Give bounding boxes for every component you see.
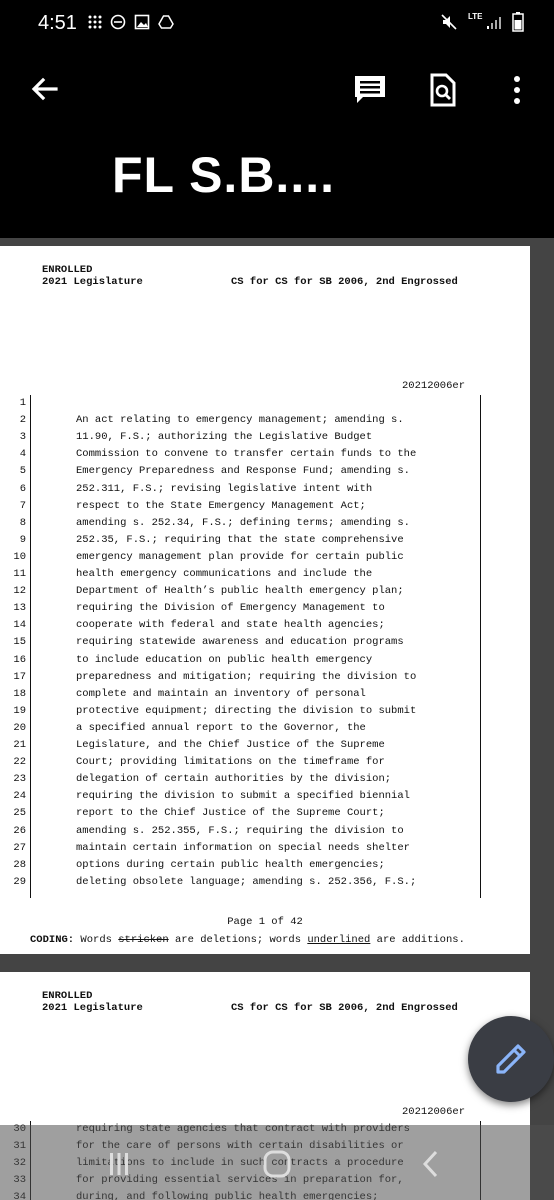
line-number: 7 [19,499,26,512]
line-number: 3 [19,431,26,444]
line-number: 16 [13,653,26,666]
document-line [0,446,480,463]
line-text: health emergency communications and include the [76,568,373,580]
legislature-label: 2021 Legislature [42,1002,143,1014]
line-number: 28 [13,858,26,871]
line-number: 8 [19,516,26,529]
status-bar [0,0,554,48]
line-number: 15 [13,636,26,649]
document-line [0,463,480,480]
line-text: requiring the division to submit a specified biennial [76,790,410,803]
document-line [0,754,480,771]
line-number: 10 [13,550,26,563]
system-nav-bar [0,1125,554,1200]
line-number: 23 [13,773,26,786]
page-number: Page 1 of 42 [227,916,303,928]
back-arrow-icon[interactable] [26,72,62,108]
back-nav-icon[interactable] [416,1149,446,1179]
line-number: 22 [13,756,26,769]
edit-pencil-icon [468,1016,554,1102]
line-text: 252.311, F.S.; revising legislative intent with [76,482,373,495]
signal-icon [468,12,502,32]
line-text: a specified annual report to the Governor, the [76,721,366,734]
line-number: 20 [13,721,26,734]
coding-legend: CODING: Words stricken are deletions; words underlined are additions. [30,934,465,946]
line-number: 17 [13,670,26,683]
document-line [0,617,480,634]
document-line [0,395,480,412]
document-line [0,720,480,737]
bill-title: CS for CS for SB 2006, 2nd Engrossed [231,276,458,288]
line-text: Commission to convene to transfer certain funds to the [76,448,417,461]
more-vert-icon[interactable] [499,72,535,108]
app-bar [0,48,554,238]
document-line [0,737,480,754]
document-line [0,823,480,840]
line-text: report to the Chief Justice of the Supreme Court; [76,807,385,820]
legislature-label: 2021 Legislature [42,276,143,288]
line-text: requiring the Division of Emergency Management to [76,602,385,615]
bill-number: 20212006er [401,1106,465,1118]
line-text: deleting obsolete language; amending s. 252.356, F.S.; [76,875,417,888]
enrolled-label: ENROLLED [42,264,93,276]
line-text: protective equipment; directing the division to submit [76,704,417,717]
document-line [0,857,480,874]
network-label: LTE [468,12,483,21]
document-line [0,481,480,498]
bill-title: CS for CS for SB 2006, 2nd Engrossed [231,1002,458,1014]
document-line [0,549,480,566]
line-number: 13 [13,602,26,615]
line-text: amending s. 252.355, F.S.; requiring the division to [76,824,404,837]
battery-icon [512,12,524,32]
line-text: to include education on public health emergency [76,653,373,666]
line-text: complete and maintain an inventory of personal [76,687,366,700]
clock: 4:51 [38,12,77,34]
line-text: Department of Health’s public health emergency plan; [76,585,404,598]
line-number: 21 [13,739,26,751]
drive-icon [158,14,174,30]
document-line [0,652,480,669]
image-icon [134,14,150,30]
document-line [0,583,480,600]
document-page-1 [0,246,530,954]
line-text: requiring statewide awareness and education programs [76,636,404,649]
line-number: 1 [19,397,26,409]
do-not-disturb-icon [110,14,126,30]
right-margin-rule [480,395,481,898]
grid-dots-icon [88,15,102,29]
document-line [0,429,480,446]
line-number: 9 [19,533,26,546]
document-line [0,771,480,788]
document-line [0,874,480,891]
enrolled-label: ENROLLED [42,990,93,1002]
document-line [0,515,480,532]
recents-icon[interactable] [104,1149,134,1179]
line-text: preparedness and mitigation; requiring the division to [76,670,417,683]
document-line [0,805,480,822]
line-number: 6 [19,482,26,495]
line-text: cooperate with federal and state health agencies; [76,619,385,632]
line-text: amending s. 252.34, F.S.; defining terms; amending s. [76,516,410,529]
underlined-sample: underlined [307,934,371,946]
line-number: 29 [13,875,26,888]
line-text: maintain certain information on special needs shelter [76,841,410,854]
line-number: 25 [13,807,26,820]
line-number: 5 [19,465,26,478]
line-number: 4 [19,448,26,461]
document-line [0,669,480,686]
line-number: 19 [13,704,26,717]
find-in-page-icon[interactable] [424,72,460,108]
line-text: emergency management plan provide for certain public [76,550,404,563]
line-text: options during certain public health emergencies; [76,858,385,871]
line-number: 11 [13,568,26,580]
line-number: 18 [13,687,26,700]
line-number: 27 [13,841,26,854]
line-text: 252.35, F.S.; requiring that the state comprehensive [76,533,404,546]
line-text: respect to the State Emergency Management Act; [76,499,366,512]
document-line [0,498,480,515]
edit-fab-button[interactable] [468,1016,554,1102]
line-text: An act relating to emergency management; amending s. [76,414,404,427]
home-icon[interactable] [262,1149,292,1179]
comments-icon[interactable] [352,72,388,108]
line-text: Court; providing limitations on the timeframe for [76,756,385,769]
line-text: delegation of certain authorities by the division; [76,773,392,786]
line-number: 12 [13,585,26,598]
document-line [0,840,480,857]
coding-label: CODING: [30,934,75,946]
mute-icon [440,13,458,31]
document-line [0,412,480,429]
stricken-sample: stricken [118,934,169,946]
line-number: 26 [13,824,26,837]
line-number: 2 [19,414,26,427]
document-line [0,600,480,617]
line-number: 24 [13,790,26,803]
line-text: Legislature, and the Chief Justice of the Supreme [76,739,385,751]
document-line [0,788,480,805]
line-text: Emergency Preparedness and Response Fund; amending s. [76,465,410,478]
document-line [0,532,480,549]
document-line [0,703,480,720]
line-number: 14 [13,619,26,632]
document-line [0,566,480,583]
bill-number: 20212006er [401,380,465,392]
line-text: 11.90, F.S.; authorizing the Legislative Budget [76,431,373,444]
document-line [0,634,480,651]
document-line [0,686,480,703]
document-title: FL S.B.... [112,147,335,203]
